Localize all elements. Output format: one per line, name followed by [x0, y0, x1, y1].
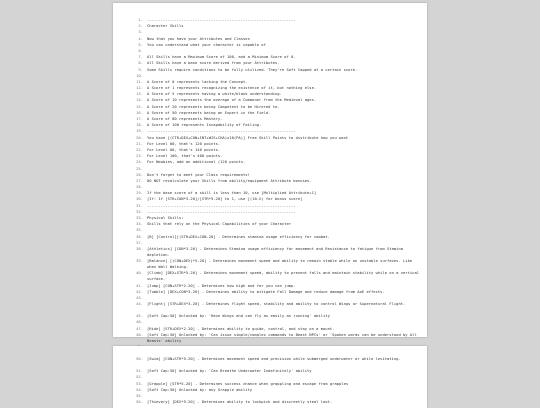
line-number: 22.	[136, 146, 143, 152]
line-number: 6.	[138, 47, 143, 53]
line-number: 20.	[136, 134, 143, 140]
line-text: A Score of 10 represents the average of a Commoner from the Medieval ages.	[147, 97, 317, 103]
line-text: Don't forget to meet your Class requirements!	[147, 171, 250, 177]
line-text: For Level 00, that's 120 points.	[147, 140, 221, 146]
line-number: 19.	[136, 128, 143, 134]
line-number: 28.	[136, 184, 143, 190]
line-number: 23.	[136, 153, 143, 159]
line-text: Skills that rely on the Physical Capabilities of your Character	[147, 221, 292, 227]
line-number: 34.	[136, 221, 143, 227]
line-text: [Soft Cap:50] Unlocked by: any Grapple ability	[147, 386, 253, 392]
line-number: 29.	[136, 190, 143, 196]
line-text: [Soft Cap:50] Unlocked by: 'Have Wings and can fly as easily as running' ability	[147, 313, 330, 319]
line-number: 42.	[136, 288, 143, 294]
line-number: 37.	[136, 239, 143, 245]
line-number: 2.	[138, 23, 143, 29]
line-number: 33.	[136, 215, 143, 220]
line-number: 11.	[136, 78, 143, 84]
line-text: You have [(CTR+DEX+CON+INT+WIS+CHA)x10(PA)] Free Skill Points to distribute how you want	[147, 134, 349, 140]
line-text: [Athletics] [CON*3-20] - Determines Stamina usage efficiency for movement and Resistance to fatigue from Stamina depletion.	[147, 245, 404, 257]
line-text: You can understand what your character is capable of	[147, 41, 266, 47]
line-number: 21.	[136, 140, 143, 146]
line-number: 8.	[138, 60, 143, 66]
line-number: 17.	[136, 116, 143, 121]
line-text: [If: If [STR+CON*3-20]/[STR*5-20] to 1, use [(10-X) for bonus score]	[147, 196, 303, 202]
line-number: 47.	[136, 325, 143, 331]
line-text: [Soft Cap:50] Unlocked by: 'Can Breathe Underwater Indefinitely' ability	[147, 368, 312, 374]
line-text: [Climb] [DEX+STR*5-20] - Determines movement speed, ability to prevent falls and maintain stability while on a vertical surface.	[147, 270, 420, 282]
line-number: 45.	[136, 313, 143, 319]
line-text: Character Skills	[147, 23, 184, 29]
line-text: A Score of 80 represents Mastery.	[147, 116, 223, 121]
line-text: A Score of 50 represents being an Expert in the Field.	[147, 109, 271, 115]
line-text: -----------------------------------------------------------------	[147, 202, 296, 208]
line-number: 12.	[136, 85, 143, 91]
line-text: [Ride] [STR+DEX*2-20] - Determines ability to guide, control, and stay on a mount.	[147, 325, 335, 331]
line-number: 3.	[138, 29, 143, 35]
line-text: A Score of 100 represents Incapability of Failing.	[147, 122, 262, 128]
line-text: A Score of 5 represents having a white/blank understanding.	[147, 91, 282, 97]
line-text: All Skills have a base score derived from your Attributes.	[147, 60, 280, 66]
line-number: 44.	[136, 301, 143, 307]
line-text: -----------------------------------------------------------------	[147, 208, 296, 214]
document-line	[136, 245, 421, 258]
line-text: For Newbies, add an additional (120 points.	[147, 159, 246, 165]
line-text: A Score of 0 represents lacking the Concept.	[147, 78, 248, 84]
line-text: [Soft Cap:50] Unlocked by: 'Can issue simple/complex commands to Beast NPCs' or 'Spoken words can be understood by All Beasts' ability	[147, 331, 417, 343]
line-text: Some Skills require conditions to be fully utilized. They're Soft Capped at a certain score.	[147, 66, 358, 72]
line-text: -----------------------------------------------------------------	[147, 128, 296, 134]
line-number: 39.	[136, 258, 143, 264]
line-number: 48.	[136, 331, 143, 337]
line-number: 13.	[136, 91, 143, 97]
line-number: 41.	[136, 282, 143, 288]
line-number: 4.	[138, 35, 143, 41]
line-number: 14.	[136, 97, 143, 103]
line-text: A Score of 1 represents recognizing the existence of it, but nothing else.	[147, 85, 317, 91]
line-number: 7.	[138, 54, 143, 60]
document-line	[136, 356, 421, 368]
line-text: For Level 100, that's 400 points.	[147, 153, 223, 159]
line-text: [Flight] [STR+DEX*3-20] - Determines flight speed, stability and ability to control Wings or Supernatural Flight.	[147, 301, 406, 307]
line-text: [Balance] [(CON+DEX)*5-20] - Determines movement speed and ability to remain stable while on unstable surfaces. Like when Wall Walking.	[147, 258, 413, 270]
document-page-1	[113, 3, 427, 343]
line-number: 32.	[136, 208, 143, 214]
line-text: [Jump] [CON+STR*2-20] - Determines how high and far you can jump.	[147, 282, 296, 288]
line-number: 54.	[136, 386, 143, 392]
line-number: 52.	[136, 374, 143, 380]
line-text: For Level 00, that's 140 points.	[147, 146, 221, 152]
document-line	[136, 301, 421, 313]
line-text: [Tumble] [DEX+CON*3-20] - Determines ability to mitigate Fall Damage and reduce damage from AoE effects.	[147, 288, 385, 294]
line-number: 36.	[136, 233, 143, 239]
line-number: 30.	[136, 196, 143, 202]
line-number: 5.	[138, 41, 143, 47]
line-number: 31.	[136, 202, 143, 208]
line-number: 27.	[136, 177, 143, 183]
document-page-2	[113, 346, 427, 408]
line-number: 25.	[136, 165, 143, 171]
line-text: [Swim] [CON+STR*5-20] - Determines movement speed and precision while submerged underwater or while levitating.	[147, 356, 401, 361]
line-number: 43.	[136, 294, 143, 300]
line-number: 24.	[136, 159, 143, 165]
line-text: [Grapple] [STR*5-20] - Determines success chance when grappling and escape from grapples	[147, 380, 349, 386]
line-number: 38.	[136, 245, 143, 251]
line-text: All Skills have a Maximum Score of 100, and a Minimum Score of 0.	[147, 54, 296, 60]
line-number: 46.	[136, 319, 143, 325]
line-number: 26.	[136, 171, 143, 177]
line-text: Physical Skills:	[147, 215, 184, 220]
line-number: 56.	[136, 399, 143, 405]
line-text: -----------------------------------------------------------------	[147, 17, 296, 22]
line-number: 15.	[136, 103, 143, 109]
line-text: [Thievery] [DEX*5-20] - Determines ability to lockpick and discreetly steal loot.	[147, 399, 333, 405]
document-line	[136, 331, 421, 344]
line-number: 35.	[136, 227, 143, 233]
line-text: If the base score of a skill is less than 10, use [Multiplied Attribute+1]	[147, 190, 317, 196]
line-text: DO NOT recalculate your Skills from ability/equipment Attribute bonuses.	[147, 177, 312, 183]
line-number: 16.	[136, 109, 143, 115]
line-number: 18.	[136, 122, 143, 128]
document-line	[136, 399, 421, 405]
line-text: Now that you have your Attributes and Classes	[147, 35, 250, 41]
line-number: 53.	[136, 380, 143, 386]
line-number: 10.	[136, 72, 143, 78]
line-number: 1.	[138, 17, 143, 22]
line-number: 50.	[136, 356, 143, 361]
line-number: 51.	[136, 368, 143, 374]
document-line	[136, 258, 421, 270]
line-text: A Score of 20 represents being Competent to be Hirered to.	[147, 103, 280, 109]
line-number: 40.	[136, 270, 143, 276]
line-number: 55.	[136, 392, 143, 398]
line-number: 9.	[138, 66, 143, 72]
line-text: [B] [Control][(STR+DEX+CON-20] - Determines stamina usage efficiency for combat.	[147, 233, 330, 239]
document-line	[136, 270, 421, 282]
